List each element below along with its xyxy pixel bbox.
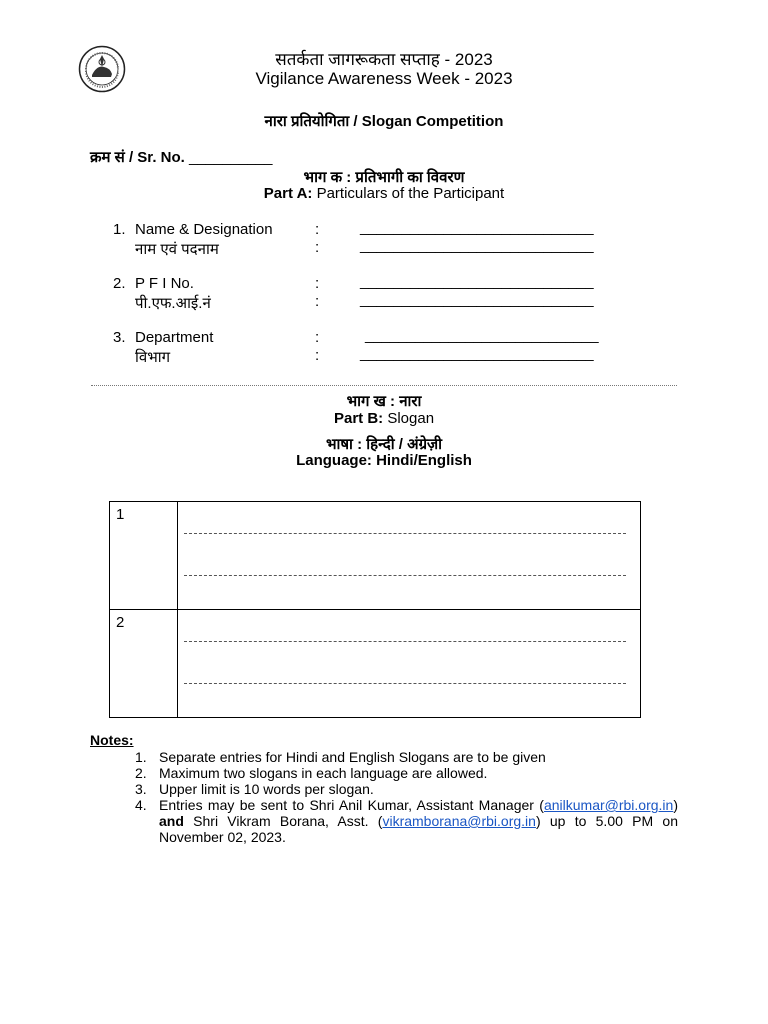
slogan-entry-area[interactable] [178, 610, 641, 718]
field-colon: : [315, 275, 320, 292]
slogan-dashed-line [184, 575, 626, 576]
note-text-part: Shri Vikram Borana, Asst. ( [183, 813, 383, 829]
slogan-row [110, 502, 641, 610]
notes-heading: Notes: [90, 732, 134, 748]
slogan-number: 2 [110, 610, 178, 718]
note-number: 1. [135, 749, 147, 765]
part-b-heading-hindi: भाग ख : नारा [346, 393, 422, 410]
field-colon: : [315, 347, 320, 364]
department-line[interactable]: ____________________________ [365, 327, 599, 344]
note-item [135, 749, 678, 765]
pfi-number-hindi-line[interactable]: ____________________________ [360, 291, 594, 308]
language-hindi: भाषा : हिन्दी / अंग्रेज़ी [325, 436, 443, 453]
field-label-pfi-hindi: पी.एफ.आई.नं [135, 295, 211, 312]
note-text: Maximum two slogans in each language are allowed. [159, 765, 488, 781]
field-label-department: Department [135, 329, 214, 346]
slogan-dashed-line [184, 533, 626, 534]
name-designation-hindi-line[interactable]: ____________________________ [360, 237, 594, 254]
part-a-heading [0, 185, 768, 202]
field-colon: : [315, 329, 320, 346]
slogan-row [110, 610, 641, 718]
email-link-anil[interactable]: anilkumar@rbi.org.in [543, 797, 674, 813]
name-designation-line[interactable]: ____________________________ [360, 219, 594, 236]
slogan-entry-area[interactable] [178, 502, 641, 610]
note-text: Separate entries for Hindi and English Slogans are to be given [159, 749, 546, 765]
serial-number-label: क्रम सं / Sr. No. [90, 149, 185, 166]
serial-number-blank[interactable]: __________ [188, 149, 273, 166]
part-b-title: Slogan [383, 410, 435, 427]
language-english: Language: Hindi/English [296, 452, 472, 469]
note-text-part: Entries may be sent to Shri Anil Kumar, Assistant Manager ( [159, 797, 544, 813]
note-number: 2. [135, 765, 147, 781]
part-b-heading [0, 410, 768, 427]
note-text-part: ) up to 5.00 PM on November 02, 2023. [159, 813, 678, 845]
pfi-number-line[interactable]: ____________________________ [360, 273, 594, 290]
field-number: 1. [113, 221, 126, 238]
notes-list [135, 749, 678, 845]
note-item [135, 781, 678, 797]
note-text-part: ) [673, 797, 678, 813]
part-a-title: Particulars of the Participant [312, 185, 505, 202]
serial-number-field [90, 147, 272, 167]
part-b-label: Part B: [333, 410, 384, 427]
field-colon: : [315, 221, 320, 238]
note-item [135, 765, 678, 781]
slogan-table [109, 501, 641, 718]
note-number: 3. [135, 781, 147, 797]
slogan-dashed-line [184, 641, 626, 642]
slogan-dashed-line [184, 683, 626, 684]
email-link-vikram[interactable]: vikramborana@rbi.org.in [382, 813, 536, 829]
field-label-pfi: P F I No. [135, 275, 194, 292]
note-text: Upper limit is 10 words per slogan. [159, 781, 374, 797]
title-hindi: सतर्कता जागरूकता सप्ताह - 2023 [275, 50, 493, 69]
slogan-number: 1 [110, 502, 178, 610]
field-number: 3. [113, 329, 126, 346]
field-label-name-hindi: नाम एवं पदनाम [135, 241, 219, 258]
section-divider [91, 385, 677, 386]
field-label-name: Name & Designation [135, 221, 273, 238]
department-hindi-line[interactable]: ____________________________ [360, 345, 594, 362]
note-number: 4. [135, 797, 147, 813]
note-text-and: and [159, 813, 184, 829]
title-english: Vigilance Awareness Week - 2023 [255, 69, 513, 88]
part-a-heading-hindi: भाग क : प्रतिभागी का विवरण [303, 169, 465, 186]
competition-subtitle: नारा प्रतियोगिता / Slogan Competition [264, 113, 504, 130]
field-colon: : [315, 239, 320, 256]
note-item [135, 797, 678, 845]
field-label-department-hindi: विभाग [135, 349, 171, 366]
field-number: 2. [113, 275, 126, 292]
note-text [159, 797, 678, 845]
field-colon: : [315, 293, 320, 310]
part-a-label: Part A: [263, 185, 313, 202]
